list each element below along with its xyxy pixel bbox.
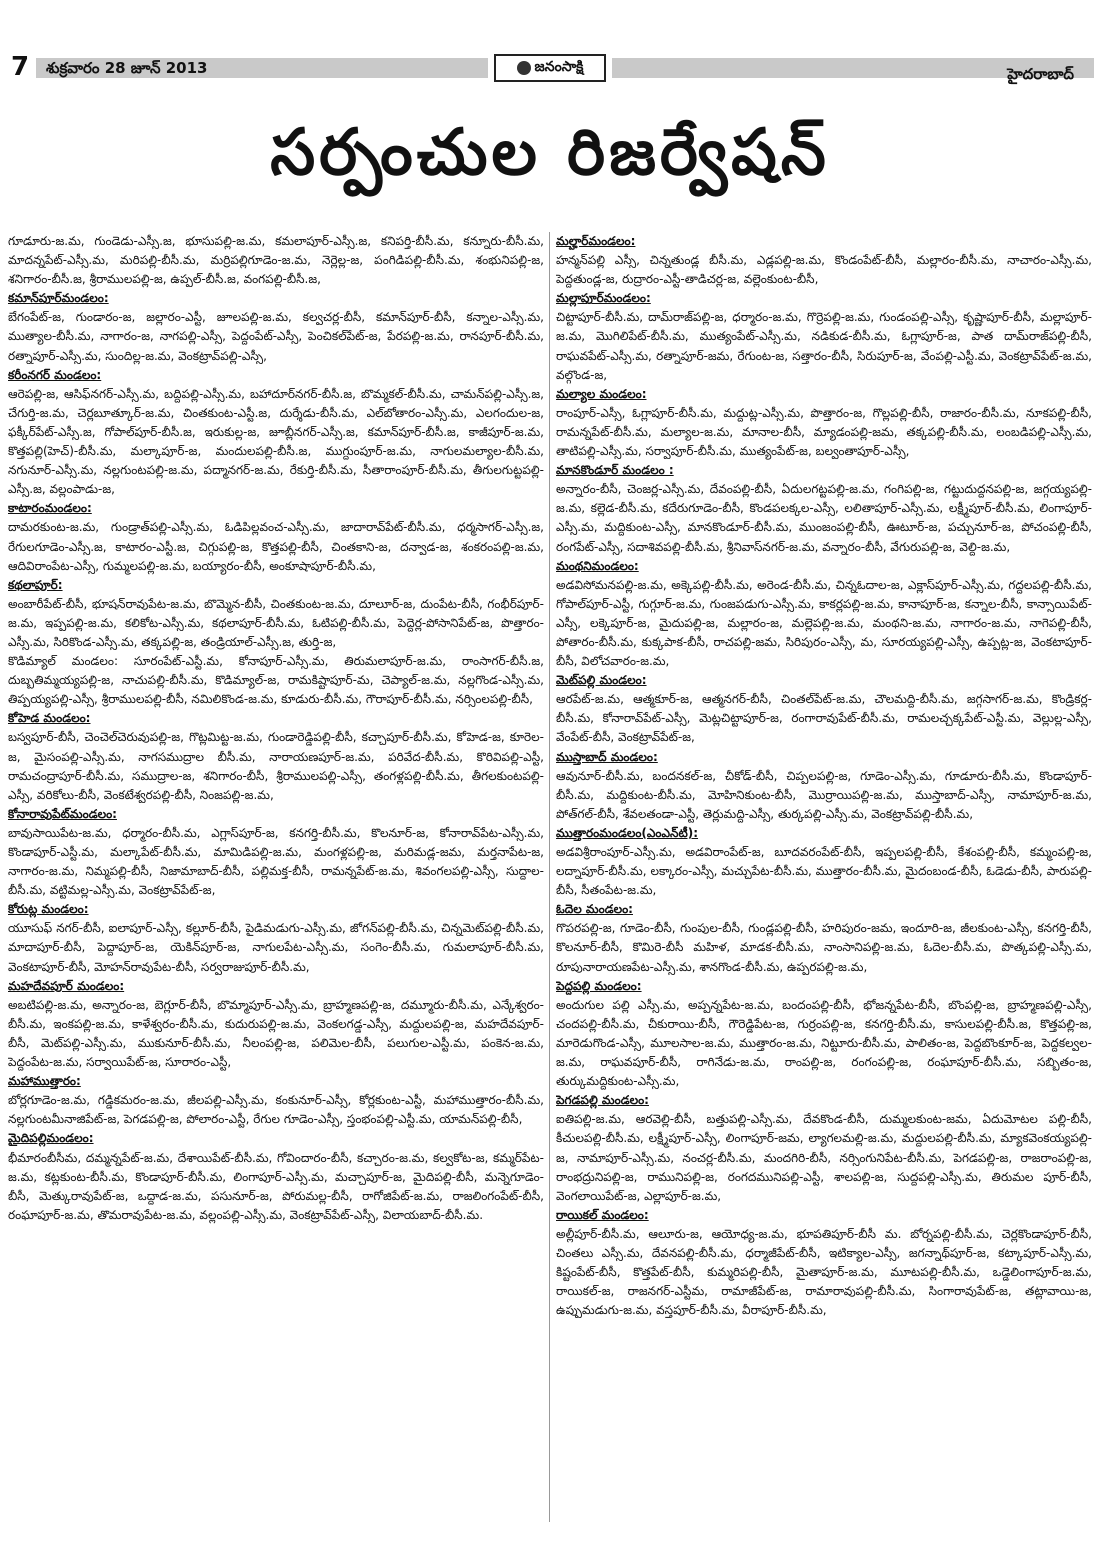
mandal-section <box>556 977 1092 1092</box>
masthead-logo <box>494 54 606 82</box>
mandal-heading: మహదేవపూర్ మండలం: <box>8 978 125 993</box>
mandal-section <box>556 232 1092 289</box>
page-header <box>0 52 1100 84</box>
mandal-section <box>556 671 1092 747</box>
mandal-heading: కథలాపూర్: <box>8 577 63 592</box>
logo-emblem-icon <box>517 61 531 75</box>
mandal-heading: మానకొండూర్ మండలం : <box>556 463 674 478</box>
mandal-section <box>8 366 544 500</box>
right-column <box>556 232 1092 1532</box>
reservation-list: ఆవునూర్-బీసీ.మ, బందనకల్-జ, చీకోడ్-బీసీ, చిప్పలపల్లి-జ, గూడెం-ఎస్సీ.మ, గూడూరు-బీసీ.మ, కొండాపూర్-బీసీ.మ, మద్దికుంట-బీసీ.మ, మోహినికుంట-బీసీ, మొర్రాయిపల్లి-జ.మ, ముస్తాబాద్-ఎస్సీ, నామాపూర్-జ.మ, పోత్‌గల్-బీసీ, శేవలతండా-ఎస్టీ, తెర్లుమద్ది-ఎస్సీ, తుర్కపల్లి-ఎస్సీ.మ, వెంకట్రావ్‌పల్లి-బీసీ.మ, <box>556 768 1092 821</box>
edition-city: హైదరాబాద్ <box>1007 65 1074 83</box>
reservation-list: అబటిపల్లి-జ.మ, అన్నారం-జ, బెగ్లూర్-బీసీ, బొమ్మాపూర్-ఎస్సీ.మ, బ్రాహ్మణపల్లి-జ, దమ్మూరు-బీసీ.మ, ఎన్కేశ్వరం-బీసీ.మ, ఇంకపల్లి-జ.మ, కాళేశ్వరం-బీసీ.మ, కుదురుపల్లి-జ.మ, వెంకలగడ్డ-ఎస్సీ, మద్దులపల్లి-జ, మహదేవపూర్-బీసీ, మెట్‌పల్లి-ఎస్సీ.మ, ముకునూర్-బీసీ.మ, నీలంపల్లి-జ, పలిమెల-బీసీ, పలుగుల-ఎస్టీ.మ, పంకెన-జ.మ, పెద్దంపేట-జ.మ, సర్వాయిపేట్-జ, సూరారం-ఎస్టీ, <box>8 997 544 1070</box>
mandal-section <box>8 1072 544 1129</box>
mandal-section <box>556 1091 1092 1206</box>
mandal-heading: కోరుట్ల మండలం: <box>8 902 89 917</box>
city-bar <box>612 58 1094 83</box>
mandal-heading: కోహెడ మండలం: <box>8 711 91 726</box>
mandal-section <box>8 1129 544 1224</box>
reservation-list: కొడిమ్యాల్ మండలం: సూరంపేట్-ఎస్టీ.మ, కోనాపూర్-ఎస్సీ.మ, తిరుమలాపూర్-జ.మ, రాంసాగర్-బీసీ.జ, దుబ్బతిమ్మయ్యపల్లి-జ, నాచుపల్లి-బీసీ.మ, కొడిమ్యాల్-జ, రామకిష్టాపూర్-మ, చెప్యాల్-జ.మ, నల్లగొండ-ఎస్సీ.మ, తిప్పయ్యపల్లి-ఎస్సీ, శ్రీరాములపల్లి-బీసీ, నమిలికొండ-జ.మ, కూడురు-బీసీ.మ, గౌరాపూర్-బీసీ.మ, నర్సింలపల్లి-బీసీ, <box>8 654 544 707</box>
logo-text: జనంసాక్షి <box>534 58 584 75</box>
mandal-section <box>556 557 1092 672</box>
mandal-heading: రాయికల్ మండలం: <box>556 1207 649 1222</box>
reservation-list: బేగంపేట్-జ, గుండారం-జ, జల్లారం-ఎస్టీ, జూలపల్లి-జ.మ, కల్వచర్ల-బీసీ, కమాన్‌పూర్-బీసీ, కన్నాల-ఎస్సీ.మ, ముత్యాల-బీసీ.మ, నాగారం-జ, నాగపల్లి-ఎస్సీ, పెద్దంపేట్-ఎస్సీ, పెంచికల్‌పేట్-జ, పేరపల్లి-జ.మ, రానపూర్-బీసీ.మ, రత్నాపూర్-ఎస్సీ.మ, సుందిల్ల-జ.మ, వెంకట్రావ్‌పల్లి-ఎస్సీ, <box>8 310 544 363</box>
mandal-section <box>8 499 544 575</box>
mandal-heading: మెట్‌పల్లి మండలం: <box>556 673 647 688</box>
mandal-heading: ముస్తాబాద్ మండలం: <box>556 749 658 764</box>
mandal-section <box>8 900 544 976</box>
reservation-list: రాంపూర్-ఎస్సీ, ఓగ్లాపూర్-బీసీ.మ, మద్దుట్ల-ఎస్సీ.మ, పొత్తారం-జ, గొల్లపల్లి-బీసీ, రాజారం-బీసీ.మ, నూకపల్లి-బీసీ, రామన్నపేట్-బీసీ.మ, మల్యాల-జ.మ, మానాల-బీసీ, మ్యాడంపల్లి-జమ, తక్కపల్లి-బీసీ.మ, లంబడిపల్లి-ఎస్సీ.మ, తాటిపల్లి-ఎస్సీ.మ, సర్వాపూర్-బీసీ.మ, ముత్యంపేట్-జ, బల్వంతాపూర్-ఎస్సీ, <box>556 405 1092 459</box>
reservation-list: ఆరెపల్లి-జ, ఆసిఫ్‌నగర్-ఎస్సీ.మ, బద్దిపల్లి-ఎస్సీ.మ, బహాదూర్‌నగర్-బీసీ.జ, బొమ్మకల్-బీసీ.మ, చామన్‌పల్లి-ఎస్సీ.జ, చేగుర్తి-జ.మ, చెర్లబూత్కూర్-జ.మ, చింతకుంట-ఎస్టీ.జ, దుర్శేడు-బీసీ.మ, ఎల్‌బోతారం-ఎస్సీ.మ, ఎలగందుల-జ, ఫక్కీర్‌పేట్-ఎస్సీ.జ, గోపాల్‌పూర్-బీసీ.జ, ఇరుకుల్ల-జ, జూబ్లీనగర్-ఎస్సీ.జ, కమాన్‌పూర్-బీసీ.జ, కాజీపూర్-జ.మ, కొత్తపల్లి(హెచ్)-బీసీ.మ, మల్కాపూర్-జ, మందులపల్లి-బీసీ.జ, ముగ్దుంపూర్-జ.మ, నాగులమల్యాల-బీసీ.మ, నగునూర్-ఎస్సీ.మ, నల్లగుంటపల్లి-జ.మ, పద్మానగర్-జ.మ, రేకుర్తి-బీసీ.మ, సీతారాంపూర్-బీసీ.మ, తీగులగుట్టపల్లి-ఎస్సీ.జ, వల్లంపాడు-జ, <box>8 386 544 497</box>
mandal-section <box>556 900 1092 976</box>
mandal-heading: కాటారంమండలం: <box>8 501 92 516</box>
mandal-heading: కమాన్‌పూర్‌మండలం: <box>8 291 109 306</box>
page-headline: సర్పంచుల రిజర్వేషన్ <box>270 116 830 190</box>
reservation-list: అంబారీపేట్-బీసీ, భూషన్‌రావుపేట-జ.మ, బొమ్మెన-బీసీ, చింతకుంట-జ.మ, దూలూర్-జ, దుంపేట-బీసీ, గంభీర్‌పూర్-జ.మ, ఇప్పపల్లి-జ.మ, కలికోట-ఎస్సీ.మ, కథలాపూర్-బీసీ.మ, ఓటిపల్లి-బీసీ.మ, పెద్దెర్ల-పోసానిపేట్-జ, పొత్తారం-ఎస్సీ.మ, సిరికొండ-ఎస్సీ.మ, తక్కపల్లి-జ, తండ్రియాల్-ఎస్సీ.జ, తుర్తి-జ, <box>8 596 544 649</box>
mandal-section <box>556 1206 1092 1321</box>
mandal-heading: పెద్దపల్లి మండలం: <box>556 978 642 993</box>
mandal-heading: మహాముత్తారం: <box>8 1074 81 1089</box>
mandal-heading: మైదిపల్లిమండలం: <box>8 1131 94 1146</box>
reservation-list: బావుసాయిపేట-జ.మ, ధర్మారం-బీసీ.మ, ఎగ్లాస్‌పూర్-జ, కనగర్తి-బీసీ.మ, కొలనూర్-జ, కోనారావ్‌పేట-ఎస్సీ.మ, కొండాపూర్-ఎస్టీ.మ, మల్కాపేట్-బీసీ.మ, మామిడిపల్లి-జ.మ, మంగళ్లపల్లి-జ, మరిమడ్ల-జమ, మర్తనాపేట-జ, నాగారం-జ.మ, నిమ్మపల్లి-బీసీ, నిజామాబాద్-బీసీ, పల్లిమక్త-బీసీ, రామన్నపేట్-జ.మ, శివంగలపల్లి-ఎస్సీ, సుద్దాల-బీసీ.మ, వట్టిమల్ల-ఎస్సీ.మ, వెంకట్రావ్‌పేట్-జ, <box>8 825 544 898</box>
mandal-heading: పెగడపల్లి మండలం: <box>556 1093 649 1108</box>
reservation-list: అల్లీపూర్-బీసీ.మ, ఆలూరు-జ, ఆయోధ్య-జ.మ, భూపతిపూర్-బీసీ మ. బోర్నపల్లి-బీసీ.మ, చెర్లకొండాపూర్-బీసీ, చింతలు ఎస్సీ.మ, దేవనపల్లి-బీసీ.మ, ధర్మాజీపేట్-బీసీ, ఇటిక్యాల-ఎస్సీ, జగన్నాథ్‌పూర్-జ, కట్కాపూర్-ఎస్సీ.మ, కిష్టంపేట్-బీసీ, కొత్తపేట్-బీసీ, కుమ్మరిపల్లి-బీసీ, మైతాపూర్-జ.మ, మూటపల్లి-బీసీ.మ, ఒడ్డెలింగాపూర్-జ.మ, రాయికల్-జ, రాజనగర్-ఎస్టీమ, రామాజీపేట్-జ, రామారావుపల్లి-బీసీ.మ, సింగారావుపేట్-జ, తట్లావాయి-జ, ఉప్పుమడుగు-జ.మ, వస్తపూర్-బీసీ.మ, వీరాపూర్-బీసీ.మ, <box>556 1226 1092 1318</box>
mandal-section <box>556 461 1092 556</box>
mandal-section <box>8 709 544 804</box>
mandal-section <box>8 977 544 1072</box>
reservation-list: గూడూరు-జ.మ, గుండెడు-ఎస్సీ.జ, భూసుపల్లి-జ.మ, కమలాపూర్-ఎస్సీ.జ, కనిపర్తి-బీసీ.మ, కన్నూరు-బీసీ.మ, మాదన్నపేట్-ఎస్సీ.మ, మరిపల్లి-బీసీ.మ, మర్రిపల్లిగూడెం-జ.మ, నెర్లెల్ల-జ, పంగిడిపల్లి-బీసీ.మ, శంభునిపల్లి-జ, శనిగారం-బీసీ.జ, శ్రీరాములపల్లి-జ, ఉప్పల్-బీసీ.జ, వంగపల్లి-బీసీ.జ, <box>8 234 544 287</box>
mandal-section <box>556 289 1092 384</box>
mandal-heading: ముత్తారంమండలం(ఎంఎన్‌టీ): <box>556 825 699 840</box>
column-divider <box>549 232 550 1522</box>
reservation-list: చిట్టాపూర్-బీసీ.మ, దామ్‌రాజ్‌పల్లి-జ, ధర్మారం-జ.మ, గొర్రెపల్లి-జ.మ, గుండంపల్లి-ఎస్సీ, కృష్ణాపూర్-బీసీ, మల్లాపూర్-జ.మ, మొగిలిపేట్-బీసీ.మ, ముత్యంపేట్-ఎస్సీ.మ, నడికుడ-బీసీ.మ, ఓగ్లాపూర్-జ, పాత దామ్‌రాజ్‌పల్లి-బీసీ, రాఘవపేట్-ఎస్సీ.మ, రత్నాపూర్-జమ, రేగుంట-జ, సత్తారం-బీసీ, సిరుపూర్-జ, వేంపల్లి-ఎస్టీ.మ, వెంకట్రావ్‌పేట్-జ.మ, వల్గొండ-జ, <box>556 310 1092 382</box>
mandal-heading: మల్లాపూర్‌మండలం: <box>556 291 651 306</box>
issue-date: శుక్రవారం 28 జూన్ 2013 <box>46 59 208 77</box>
reservation-list: అందుగుల పల్లి ఎస్సీ.మ, అప్పన్నపేట-జ.మ, బందంపల్లి-బీసీ, భోజన్నపేట-బీసీ, బొంపల్లి-జ, బ్రాహ్మణపల్లి-ఎస్సీ, చందపల్లి-బీసీ.మ, చీకురాయి-బీసీ, గౌరెడ్డిపేట-జ, గుర్రంపల్లి-జ, కనగర్తి-బీసీ.మ, కాసులపల్లి-బీసీ.జ, కొత్తపల్లి-జ, మారెడుగొండ-ఎస్సీ, మూలసాల-జ.మ, ముత్తారం-జ.మ, నిట్టూరు-బీసీ.మ, పాలితం-జ, పెద్దబొంకూర్-జ, పెద్దకల్వల-జ.మ, రాఘవపూర్-బీసీ, రాగినేడు-జ.మ, రాంపల్లి-జ, రంగంపల్లి-జ, రంఘాపూర్-బీసీ.మ, సబ్బితం-జ, తుర్కుమద్దికుంట-ఎస్సీ.మ, <box>556 997 1092 1089</box>
mandal-section <box>8 232 544 289</box>
reservation-list: ఆరపేట్-జ.మ, ఆత్మకూర్-జ, ఆత్మనగర్-బీసీ, చింతల్‌పేట్-జ.మ, చౌలమద్ది-బీసీ.మ, జగ్గసాగర్-జ.మ, కొండ్రికర్ల-బీసీ.మ, కోనారావ్‌పేట్-ఎస్సీ, మెట్లచిట్టాపూర్-జ, రంగారావుపేట్-బీసీ.మ, రామలచ్చక్కపేట్-ఎస్టీ.మ, వెల్లుల్ల-ఎస్సీ, వేంపేట్-బీసీ, వెంకట్రావ్‌పేట్-జ, <box>556 692 1092 745</box>
reservation-list: ఐతిపల్లి-జ.మ, ఆరవెల్లి-బీసీ, బత్తుపల్లి-ఎస్సీ.మ, దేవకొండ-బీసీ, దుమ్మలకుంట-జమ, ఏదుమోటల పల్లి-బీసీ, కీచులపల్లి-బీసీ.మ, లక్ష్మీపూర్-ఎస్సీ, లింగాపూర్-జమ, ల్యాగలమల్లి-జ.మ, మద్దులపల్లి-బీసీ.మ, మ్యాకవెంకయ్యపల్లి-జ, నామాపూర్-ఎస్సీ.మ, నంచర్ల-బీసీ.మ, మందగిరి-బీసీ, నర్సింగునిపేట-బీసీ.మ, పెగడపల్లి-జ, రాజరాంపల్లి-జ, రాంభద్రునిపల్లి-జ, రామునిపల్లి-జ, రంగదమునిపల్లి-ఎస్టీ, శాలపల్లి-జ, సుద్దపల్లి-ఎస్సీ.మ, తిరుమల పూర్-బీసీ, వెంగలాయిపేట్-జ, ఎల్లాపూర్-జ.మ, <box>556 1112 1092 1203</box>
mandal-heading: కరీంనగర్ మండలం: <box>8 367 102 382</box>
left-column <box>8 232 544 1532</box>
mandal-heading: కోనారావుపేట్‌మండలం: <box>8 806 117 821</box>
page-number: 7 <box>10 52 30 82</box>
reservation-list: దామరకుంట-జ.మ, గుండ్రాత్‌పల్లి-ఎస్సీ.మ, ఓడిపిల్లవంచ-ఎస్సీ.మ, జాదారావ్‌పేట్-బీసీ.మ, ధర్మసాగర్-ఎస్సీ.జ, రేగులగూడెం-ఎస్సీ.జ, కాటారం-ఎస్టీ.జ, చిగ్గుపల్లి-జ, కొత్తపల్లి-బీసీ, చింతకాని-జ, దన్వాడ-జ, శంకరంపల్లి-జ.మ, ఆదివిరాంపేట-ఎస్సీ, గుమ్మలపల్లి-జ.మ, బయ్యారం-బీసీ, అంకూషాపూర్-బీసీ.మ, <box>8 520 544 573</box>
reservation-list: బోర్లగూడెం-జ.మ, గడ్డికమరం-జ.మ, జీలపల్లి-ఎస్సీ.మ, కంకునూర్-ఎస్సీ, కోర్లకుంట-ఎస్టీ, మహాముత్తారం-బీసీ.మ, నల్లగుంటమీనాజిపేట్-జ, పెగడపల్లి-జ, పోలారం-ఎస్టీ, రేగుల గూడెం-ఎస్సీ, స్తంభంపల్లి-ఎస్టీ.మ, యామన్‌పల్లి-బీసీ, <box>8 1093 544 1127</box>
mandal-section <box>8 289 544 365</box>
mandal-heading: ఓదెల మండలం: <box>556 902 633 917</box>
reservation-list: యూసుఫ్ నగర్-బీసీ, ఐలాపూర్-ఎస్సీ, కల్లూర్-బీసీ, పైడిమడుగు-ఎస్సీ.మ, జోగన్‌పల్లి-బీసీ.మ, చిన్నమెట్‌పల్లి-బీసీ.మ, మాదాపూర్-బీసీ, పెద్దాపూర్-జ, యెకిన్‌పూర్-జ, నాగులపేట-ఎస్సీ.మ, సంగెం-బీసీ.మ, గుమలాపూర్-బీసీ.మ, వెంకటాపూర్-బీసీ, మోహన్‌రావుపేట-బీసీ, సర్వరాజుపూర్-బీసీ.మ, <box>8 921 544 974</box>
mandal-section <box>556 824 1092 900</box>
reservation-list: అన్నారం-బీసీ, చెంజర్ల-ఎస్సీ.మ, దేవంపల్లి-బీసీ, ఏదులగట్టపల్లి-జ.మ, గంగిపల్లి-జ, గట్టుదుద్దనపల్లి-జ, జగ్గయ్యపల్లి-జ.మ, కల్లెడ-బీసీ.మ, కదేరుగూడెం-బీసీ, కొండపలక్కల-ఎస్సీ, లలితాపూర్-ఎస్సీ.మ, లక్ష్మీపూర్-బీసీ.మ, లింగాపూర్-ఎస్సీ.మ, మద్దికుంట-ఎస్సీ, మానకొండూర్-బీసీ.మ, ముంజంపల్లి-బీసీ, ఊటూర్-జ, పచ్చునూర్-జ, పోచంపల్లి-బీసీ, రంగపేట్-ఎస్సీ, సదాశివపల్లి-బీసీ.మ, శ్రీనివాస్‌నగర్-జ.మ, వన్నారం-బీసీ, వేగురుపల్లి-జ, వెల్ది-జ.మ, <box>556 482 1092 554</box>
reservation-list: అడవిసోమనపల్లి-జ.మ, అక్కెపల్లి-బీసీ.మ, అరెండ-బీసీ.మ, చిన్నఓదాల-జ, ఎక్లాస్‌పూర్-ఎస్సీ.మ, గద్దలపల్లి-బీసీ.మ, గోపాల్‌పూర్-ఎస్టీ, గుగ్గూర్-జ.మ, గుంజపడుగు-ఎస్సీ.మ, కాకర్లపల్లి-జ.మ, కానాపూర్-జ, కన్నాల-బీసీ, కాన్సాయిపేట్-ఎస్సీ, లక్కెపూర్-జ, మైదుపల్లి-జ, మల్లారం-జ, మల్లెపల్లి-జ.మ, మంథని-జ.మ, నాగారం-జ.మ, నాగెపల్లి-బీసీ, పోతారం-బీసీ.మ, కుక్కపాక-బీసీ, రాచపల్లి-జమ, సిరిపురం-ఎస్సీ, మ, సూరయ్యపల్లి-ఎస్సీ, ఉప్పట్ల-జ, వెంకటాపూర్-బీసీ, విలోచవారం-జ.మ, <box>556 577 1092 669</box>
reservation-list: గొపరపల్లి-జ, గూడెం-బీసీ, గుంపుల-బీసీ, గుండ్లపల్లి-బీసీ, హరిపురం-జమ, ఇందూరి-జ, జీలకుంట-ఎస్సీ, కనగర్తి-బీసీ, కొలనూర్-బీసీ, కొమిరె-బీసీ మహిళ, మాడక-బీసీ.మ, నాంసానిపల్లి-జ.మ, ఓదెల-బీసీ.మ, పొత్కపల్లి-ఎస్సీ.మ, రూపునారాయణపేట-ఎస్సీ.మ, శానగొండ-బీసీ.మ, ఉప్పరపల్లి-జ.మ, <box>556 921 1092 974</box>
mandal-section <box>8 805 544 900</box>
mandal-heading: మల్యాల మండలం: <box>556 386 647 401</box>
mandal-section <box>556 385 1092 461</box>
mandal-heading: మల్హార్‌మండలం: <box>556 234 636 248</box>
reservation-list: హన్మన్‌పల్లి ఎస్సీ, చిన్నతుండ్ల బీసీ.మ, ఎడ్లపల్లి-జ.మ, కొండంపేట్-బీసీ, మల్లారం-బీసీ.మ, నాచారం-ఎస్సీ.మ, పెద్దతుండ్ల-జ, రుద్రారం-ఎస్టీ-తాడిచర్ల-జ, వల్లెంకుంట-బీసీ, <box>556 253 1092 287</box>
mandal-section <box>8 652 544 709</box>
reservation-list: భీమారంబీసీమ, దమ్మన్నపేట్-జ.మ, దేశాయిపేట్-బీసీ.మ, గోవిందారం-బీసీ, కచ్చారం-జ.మ, కల్వకోట-జ, కమ్మర్‌పేట-జ.మ, కట్లకుంట-బీసీ.మ, కొండాపూర్-బీసీ.మ, లింగాపూర్-ఎస్సీ.మ, మచ్చాపూర్-జ, మైదిపల్లి-బీసీ, మన్నెగూడెం-బీసీ, మెత్కురావుపేట్-జ, ఒద్దాడ-జ.మ, పసునూర్-జ, పోరుమల్ల-బీసీ, రాగోజిపేట్-జ.మ, రాజలింగంపేట్-బీసీ, రంఘాపూర్-జ.మ, తొమరావుపేట-జ.మ, వల్లంపల్లి-ఎస్సీ.మ, వెంకట్రావ్‌పేట్-ఎస్సీ, విలాయబాద్-బీసీ.మ. <box>8 1150 544 1222</box>
reservation-list: అడవిశ్రీరాంపూర్-ఎస్సీ.మ, అడవిరాంపేట్-జ, బూదవరంపేట్-బీసీ, ఇప్పలపల్లి-బీసీ, కేశంపల్లి-బీసీ, కమ్మంపల్లి-జ, లద్నాపూర్-బీసీ.మ, లక్కారం-ఎస్సీ, మచ్చుపేట-బీసీ.మ, ముత్తారం-బీసీ.మ, మైదంబండ-బీసీ, ఓడెడు-బీసీ, పారుపల్లి-బీసీ, సీతంపేట-జ.మ, <box>556 845 1092 898</box>
mandal-section <box>556 748 1092 824</box>
mandal-section <box>8 576 544 652</box>
reservation-list: బస్వపూర్-బీసీ, చెంచెల్‌చెరువుపల్లి-జ, గొట్లమిట్ట-జ.మ, గుండారెడ్డిపల్లి-బీసీ, కచ్చాపూర్-బీసీ.మ, కోహెడ-జ, కూరెల-జ, మైసంపల్లి-ఎస్సీ.మ, నాగసముద్రాల బీసీ.మ, నారాయణపూర్-జ.మ, పరివేద-బీసీ.మ, కొరివిపల్లి-ఎస్టీ, రామచంద్రాపూర్-బీసీ.మ, సముద్రాల-జ, శనిగారం-బీసీ, శ్రీరాములపల్లి-ఎస్సీ, తంగళ్లపల్లి-బీసీ.మ, తీగలకుంటపల్లి-ఎస్సీ, వరికోలు-బీసీ, వెంకటేశ్వరపల్లి-బీసీ, నింజపల్లి-జ.మ, <box>8 730 544 802</box>
mandal-heading: మంథనిమండలం: <box>556 558 639 573</box>
